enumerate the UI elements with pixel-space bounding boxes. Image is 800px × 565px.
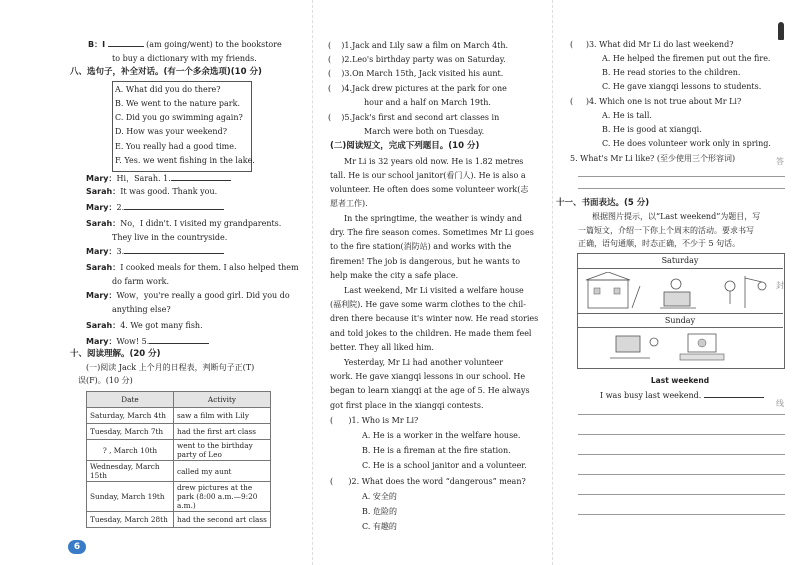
q4-option: B. He is good at xiangqi. <box>602 125 702 134</box>
question-4: ( )4. Which one is not true about Mr Li? <box>570 97 742 106</box>
column-header: Activity <box>174 392 271 408</box>
passage-line: tall. He is our school janitor(看门人). He is also a <box>330 171 526 180</box>
passage-line: help make the city a safe place. <box>330 271 459 280</box>
saturday-label: Saturday <box>661 256 699 265</box>
dialogue-line: Mary：Wow，you're really a good girl. Did you do <box>86 291 290 300</box>
option: B. We went to the nature park. <box>115 99 241 108</box>
essay-line[interactable] <box>578 414 785 415</box>
cell-activity: drew pictures at the park (8:00 a.m.—9:20 a.m.) <box>174 482 271 512</box>
passage-line: (福利院). He gave some warm clothes to the chil- <box>330 300 526 309</box>
computer-illustration <box>610 336 658 358</box>
passage-line: In the springtime, the weather is windy and <box>344 214 523 223</box>
question-2: ( )2. What does the word “dangerous” mean? <box>330 477 526 486</box>
dialogue-line: Sarah：It was good. Thank you. <box>86 187 218 196</box>
q1-option: A. He is a worker in the welfare house. <box>362 431 521 440</box>
q2-option: C. 有趣的 <box>362 522 397 531</box>
passage-line: Last weekend, Mr Li visited a welfare house <box>344 286 524 295</box>
welfare-house-illustration <box>586 272 640 308</box>
option: F. Yes. we went fishing in the lake. <box>115 156 255 165</box>
q3-option: B. He read stories to the children. <box>602 68 741 77</box>
section-8-title: 八、选句子，补全对话。(有一个多余选项)(10 分) <box>70 67 262 77</box>
passage-line: 愿者工作). <box>330 199 368 208</box>
option: C. Did you go swimming again? <box>115 113 243 122</box>
table-row <box>87 440 271 461</box>
passage-line: Yesterday, Mr Li had another volunteer <box>344 358 504 367</box>
essay-line[interactable] <box>578 494 785 495</box>
cell-date: ? , March 10th <box>87 440 174 461</box>
dialogue-line: do farm work. <box>112 277 170 286</box>
reading-child-illustration <box>660 279 696 308</box>
passage-line: got first place in the xiangqi contests. <box>330 401 484 410</box>
tf-item: ( )1.Jack and Lily saw a film on March 4th. <box>328 41 509 50</box>
cell-date: Sunday, March 19th <box>87 482 174 512</box>
q2-option: A. 安全的 <box>362 492 397 501</box>
cell-activity: called my aunt <box>174 461 271 482</box>
option: E. You really had a good time. <box>115 142 237 151</box>
cell-date: Tuesday, March 28th <box>87 512 174 528</box>
q2-option: B. 危险的 <box>362 507 397 516</box>
cell-date: Tuesday, March 7th <box>87 424 174 440</box>
table-row <box>87 512 271 528</box>
sunday-divider <box>578 313 783 314</box>
sec11-instruction: 正确，语句通顺，时态正确，不少于 5 句话。 <box>578 239 741 248</box>
passage-line: volunteer. He often does some volunteer work(志 <box>330 185 529 194</box>
passage-line: and told jokes to the children. He made them feel <box>330 329 532 338</box>
q4-option: A. He is tall. <box>602 111 652 120</box>
side-char: 封 <box>776 281 784 290</box>
page-number-badge <box>68 540 86 554</box>
b-line-cont: to buy a dictionary with my friends. <box>112 54 257 63</box>
section-10-title: 十、阅读理解。(20 分) <box>70 349 161 359</box>
sunday-divider-2 <box>578 327 783 328</box>
cell-date: Wednesday, March 15th <box>87 461 174 482</box>
passage-line: began to learn xiangqi at the age of 5. He always <box>330 386 530 395</box>
schedule-table <box>86 391 271 528</box>
passage-line: dry. The fire season comes. Sometimes Mr Li goes <box>330 228 534 237</box>
sec11-instruction: 根据图片提示，以“Last weekend”为题目，写 <box>592 212 761 221</box>
saturday-divider <box>578 268 783 269</box>
dialogue-line: Mary：3. <box>86 246 224 257</box>
cell-activity: had the first art class <box>174 424 271 440</box>
column-header: Date <box>87 392 174 408</box>
answer-line <box>578 188 785 189</box>
tf-item-cont: March were both on Tuesday. <box>364 127 485 136</box>
tv-illustration <box>680 334 724 360</box>
passage-line: work. He gave xiangqi lessons in our school. He <box>330 372 526 381</box>
dialogue-line: Mary：2. <box>86 202 224 213</box>
dialogue-line: They live in the countryside. <box>112 233 228 242</box>
cell-activity: went to the birthday party of Leo <box>174 440 271 461</box>
section-10b-title: (二)阅读短文，完成下列题目。(10 分) <box>330 141 480 151</box>
q3-option: C. He gave xiangqi lessons to students. <box>602 82 762 91</box>
fold-line-right <box>552 0 554 565</box>
passage-line: better. They all liked him. <box>330 343 434 352</box>
rocket-icon <box>778 22 784 40</box>
sunday-label: Sunday <box>664 316 696 325</box>
essay-line[interactable] <box>578 434 785 435</box>
question-5: 5. What's Mr Li like? (至少使用三个形容词) <box>570 154 736 163</box>
tf-item: ( )4.Jack drew pictures at the park for one <box>328 84 507 93</box>
q1-option: C. He is a school janitor and a volunteer. <box>362 461 527 470</box>
tf-item: ( )2.Leo's birthday party was on Saturday. <box>328 55 506 64</box>
cell-date: Saturday, March 4th <box>87 408 174 424</box>
dialogue-line: Mary：Hi，Sarah. 1. <box>86 173 231 184</box>
page-number: 6 <box>73 542 81 552</box>
fold-line-left <box>312 0 314 565</box>
table-row <box>87 461 271 482</box>
essay-line[interactable] <box>578 454 785 455</box>
passage-line: to the fire station(消防站) and works with the <box>330 242 512 251</box>
q3-option: A. He helped the firemen put out the fire. <box>602 54 771 63</box>
essay-title: Last weekend <box>650 376 710 385</box>
b-line: B：I (am going/went) to the bookstore <box>88 40 282 49</box>
blank <box>108 46 144 47</box>
sec11-instruction: 一篇短文，介绍一下你上个周末的活动。要求书写 <box>578 226 754 235</box>
passage-line: Mr Li is 32 years old now. He is 1.82 metres <box>344 157 524 166</box>
q4-option: C. He does volunteer work only in spring. <box>602 139 771 148</box>
dialogue-line: anything else? <box>112 305 171 314</box>
tf-item: ( )3.On March 15th, Jack visited his aunt. <box>328 69 504 78</box>
sunday-illustrations <box>580 330 780 364</box>
table-row <box>87 482 271 512</box>
passage-line: firemen! The job is dangerous, but he wants to <box>330 257 521 266</box>
passage-line: dren there because it's winter now. He read stories <box>330 314 539 323</box>
section-10a-line2: 误(F)。(10 分) <box>78 376 133 385</box>
q1-option: B. He is a fireman at the fire station. <box>362 446 511 455</box>
table-row <box>87 424 271 440</box>
cell-activity: had the second art class <box>174 512 271 528</box>
table-header-row <box>87 392 271 408</box>
tf-item: ( )5.Jack's first and second art classes in <box>328 113 500 122</box>
section-11-title: 十一、书面表达。(5 分) <box>556 198 650 208</box>
answer-line <box>578 176 785 177</box>
cell-activity: saw a film with Lily <box>174 408 271 424</box>
option: A. What did you do there? <box>115 85 221 94</box>
essay-start: I was busy last weekend. <box>600 390 764 401</box>
essay-line[interactable] <box>578 474 785 475</box>
table-row <box>87 408 271 424</box>
dialogue-line: Sarah：I cooked meals for them. I also helped them <box>86 263 299 272</box>
question-1: ( )1. Who is Mr Li? <box>330 416 419 425</box>
section-10a-line1: (一)阅读 Jack 上个月的日程表，判断句子正(T) <box>86 363 255 372</box>
side-char: 线 <box>776 399 784 408</box>
tf-item-cont: hour and a half on March 19th. <box>364 98 491 107</box>
playground-illustration <box>725 276 766 308</box>
side-char: 答 <box>776 157 784 166</box>
dialogue-line: Sarah：No，I didn't. I visited my grandparents. <box>86 219 282 228</box>
saturday-illustrations <box>580 272 780 312</box>
question-3: ( )3. What did Mr Li do last weekend? <box>570 40 734 49</box>
option: D. How was your weekend? <box>115 127 227 136</box>
essay-line[interactable] <box>578 514 785 515</box>
dialogue-line: Sarah：4. We got many fish. <box>86 321 203 330</box>
dialogue-line: Mary：Wow! 5. <box>86 336 209 347</box>
